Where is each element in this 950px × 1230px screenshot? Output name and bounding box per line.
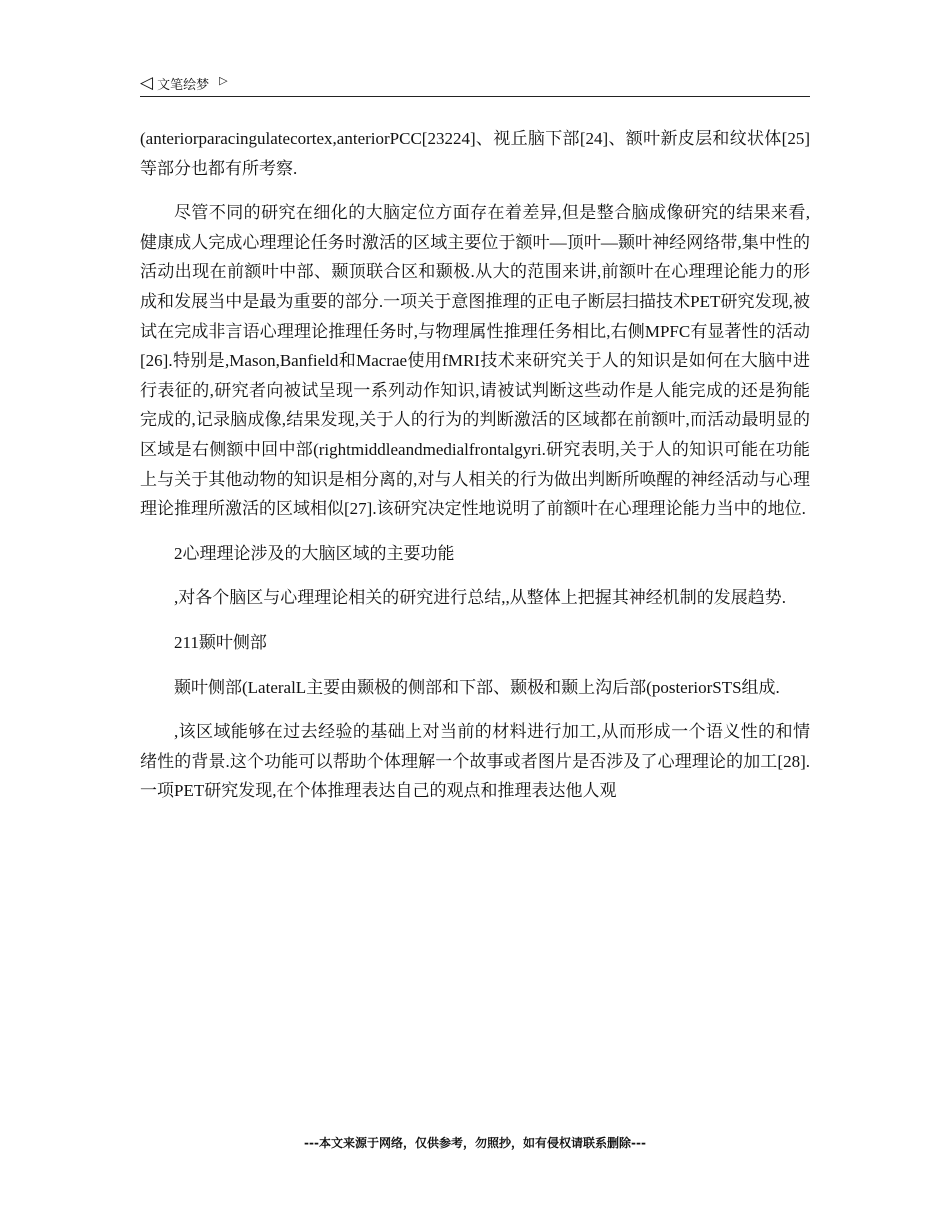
paragraph-function: ,该区域能够在过去经验的基础上对当前的材料进行加工,从而形成一个语义性的和情绪性的背景.这个功能可以帮助个体理解一个故事或者图片是否涉及了心理理论的加工[28].一项PET研究发现,在个体推理表达自己的观点和推理表达他人观 (140, 722, 810, 801)
paragraph-brain-regions: 尽管不同的研究在细化的大脑定位方面存在着差异,但是整合脑成像研究的结果来看,健康成人完成心理理论任务时激活的区域主要位于额叶—顶叶—颞叶神经网络带,集中性的活动出现在前额叶中部、颞顶联合区和颞极.从大的范围来讲,前额叶在心理理论能力的形成和发展当中是最为重要的部分.一项关于意图推理的正电子断层扫描技术PET研究发现,被试在完成非言语心理理论推理任务时,与物理属性推理任务相比,右侧MPFC有显著性的活动[26].特别是,Mason,Banfield和Macrae使用fMRI技术来研究关于人的知识是如何在大脑中进行表征的,研究者向被试呈现一系列动作知识,请被试判断这些动作是人能完成的还是狗能完成的,记录脑成像,结果发现,关于人的行为的判断激活的区域都在前额叶,而活动最明显的区域是右侧额中回中部(rightmiddleandmedialfrontalgyri.研究表明,关于人的知识可能在功能上与关于其他动物的知识是相分离的,对与人相关的行为做出判断所唤醒的神经活动与心理理论推理所激活的区域相似[27].该研究决定性地说明了前额叶在心理理论能力当中的地位. (140, 203, 810, 519)
page-footer: ---本文来源于网络，仅供参考，勿照抄，如有侵权请联系删除--- (304, 1136, 646, 1150)
document-body (140, 124, 810, 821)
paragraph-lateral-temporal: 颞叶侧部(LateralL主要由颞极的侧部和下部、颞极和颞上沟后部(posteriorSTS组成. (174, 677, 780, 697)
left-triangle-icon: ◁ (140, 72, 154, 93)
subsection-heading-211: 211颞叶侧部 (174, 632, 267, 652)
header-title: 文笔绘梦 (157, 77, 210, 93)
right-triangle-icon: ▷ (219, 73, 228, 87)
page-header (140, 70, 810, 97)
paragraph-summary: ,对各个脑区与心理理论相关的研究进行总结,,从整体上把握其神经机制的发展趋势. (174, 588, 786, 608)
section-heading-2: 2心理理论涉及的大脑区域的主要功能 (174, 543, 455, 563)
paragraph-continuation: (anteriorparacingulatecortex,anteriorPCC[23224]、视丘脑下部[24]、额叶新皮层和纹状体[25]等部分也都有所考察. (140, 129, 810, 178)
